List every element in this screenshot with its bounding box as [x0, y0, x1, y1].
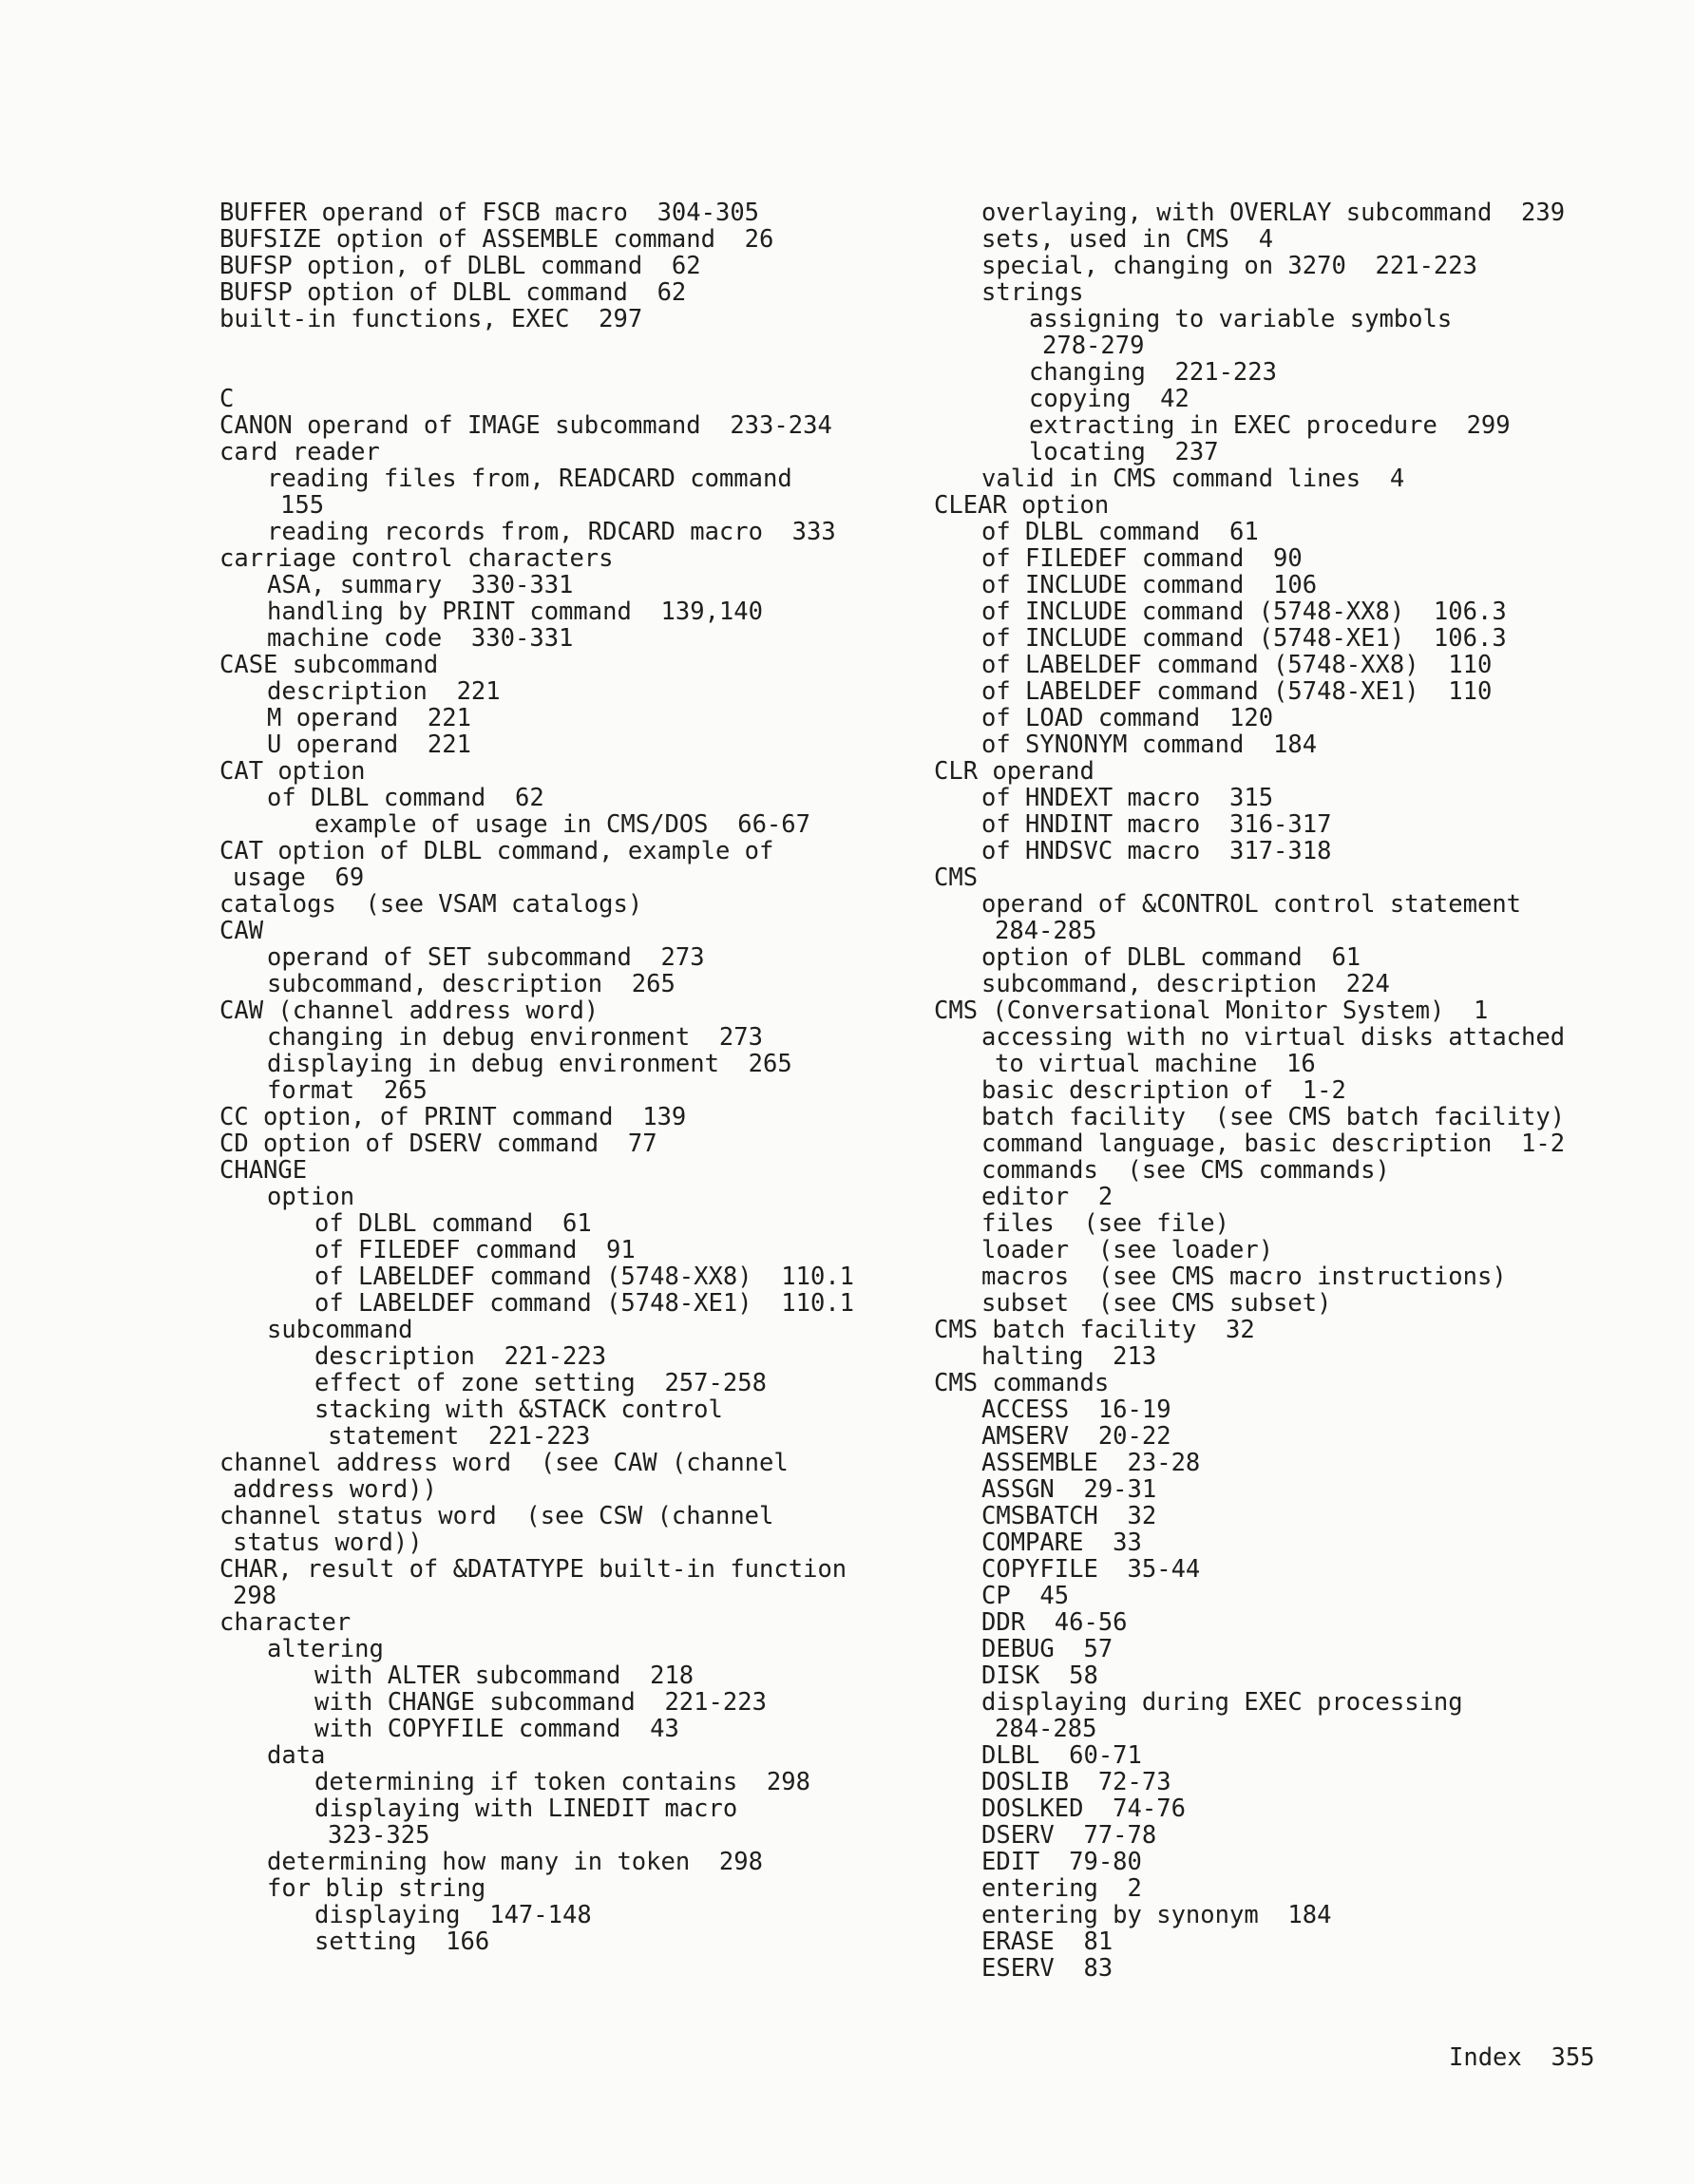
- index-entry: address word)): [233, 1475, 437, 1504]
- index-entry: CMS batch facility 32: [934, 1316, 1255, 1344]
- index-entry: batch facility (see CMS batch facility): [981, 1103, 1566, 1131]
- index-entry: changing in debug environment 273: [267, 1023, 763, 1052]
- index-entry: with COPYFILE command 43: [314, 1715, 679, 1743]
- index-entry: extracting in EXEC procedure 299: [1029, 411, 1511, 440]
- index-entry: entering 2: [981, 1874, 1142, 1903]
- index-entry: ERASE 81: [981, 1928, 1113, 1956]
- index-entry: status word)): [233, 1529, 423, 1557]
- index-entry: statement 221-223: [328, 1422, 591, 1451]
- index-entry: handling by PRINT command 139,140: [267, 598, 763, 626]
- index-entry: channel status word (see CSW (channel: [219, 1502, 774, 1530]
- index-entry: of DLBL command 61: [314, 1209, 592, 1238]
- index-entry: example of usage in CMS/DOS 66-67: [314, 810, 810, 839]
- index-entry: DLBL 60-71: [981, 1741, 1142, 1770]
- index-entry: locating 237: [1029, 438, 1219, 466]
- index-entry: sets, used in CMS 4: [981, 225, 1274, 254]
- index-entry: displaying during EXEC processing: [981, 1688, 1463, 1717]
- index-entry: reading files from, READCARD command: [267, 465, 792, 493]
- index-entry: macros (see CMS macro instructions): [981, 1263, 1507, 1291]
- index-entry: CAT option of DLBL command, example of: [219, 837, 774, 865]
- index-entry: CD option of DSERV command 77: [219, 1130, 657, 1158]
- index-entry: of LABELDEF command (5748-XX8) 110: [981, 651, 1493, 679]
- index-entry: altering: [267, 1635, 384, 1663]
- index-entry: displaying 147-148: [314, 1901, 592, 1929]
- index-entry: of HNDEXT macro 315: [981, 784, 1274, 812]
- index-entry: CMS (Conversational Monitor System) 1: [934, 997, 1489, 1025]
- index-entry: accessing with no virtual disks attached: [981, 1023, 1566, 1052]
- index-entry: M operand 221: [267, 704, 471, 732]
- index-entry: entering by synonym 184: [981, 1901, 1332, 1929]
- index-entry: assigning to variable symbols: [1029, 305, 1453, 333]
- index-entry: BUFFER operand of FSCB macro 304-305: [219, 199, 760, 227]
- index-entry: of INCLUDE command (5748-XE1) 106.3: [981, 624, 1507, 653]
- index-entry: character: [219, 1608, 352, 1637]
- index-entry: BUFSP option of DLBL command 62: [219, 278, 687, 307]
- index-entry: strings: [981, 278, 1084, 307]
- index-entry: overlaying, with OVERLAY subcommand 239: [981, 199, 1566, 227]
- index-entry: halting 213: [981, 1342, 1157, 1371]
- index-entry: DSERV 77-78: [981, 1821, 1157, 1850]
- index-entry: of LOAD command 120: [981, 704, 1274, 732]
- index-entry: of INCLUDE command (5748-XX8) 106.3: [981, 598, 1507, 626]
- index-entry: 323-325: [328, 1821, 430, 1850]
- index-entry: ASA, summary 330-331: [267, 571, 574, 599]
- index-entry: copying 42: [1029, 385, 1190, 413]
- index-entry: subcommand: [267, 1316, 413, 1344]
- index-entry: files (see file): [981, 1209, 1229, 1238]
- index-entry: 284-285: [995, 917, 1097, 945]
- index-entry: subset (see CMS subset): [981, 1289, 1332, 1318]
- index-entry: command language, basic description 1-2: [981, 1130, 1566, 1158]
- index-entry: editor 2: [981, 1183, 1113, 1211]
- index-entry: CLEAR option: [934, 491, 1110, 520]
- index-entry: for blip string: [267, 1874, 486, 1903]
- index-column-right: [934, 199, 1656, 1982]
- index-entry: valid in CMS command lines 4: [981, 465, 1405, 493]
- index-entry: card reader: [219, 438, 380, 466]
- index-entry: of HNDSVC macro 317-318: [981, 837, 1332, 865]
- index-entry: format 265: [267, 1076, 428, 1105]
- index-entry: operand of SET subcommand 273: [267, 943, 705, 972]
- index-entry: determining if token contains 298: [314, 1768, 810, 1796]
- index-entry: description 221-223: [314, 1342, 607, 1371]
- index-entry: of FILEDEF command 91: [314, 1236, 636, 1264]
- index-entry: DEBUG 57: [981, 1635, 1113, 1663]
- page-footer: Index 355: [1449, 2043, 1595, 2072]
- index-entry: BUFSIZE option of ASSEMBLE command 26: [219, 225, 774, 254]
- index-entry: CANON operand of IMAGE subcommand 233-234: [219, 411, 832, 440]
- index-entry: CLR operand: [934, 757, 1094, 786]
- index-entry: EDIT 79-80: [981, 1848, 1142, 1876]
- index-column-left: [219, 199, 942, 1955]
- index-entry: option: [267, 1183, 355, 1211]
- index-entry: data: [267, 1741, 326, 1770]
- index-entry: 284-285: [995, 1715, 1097, 1743]
- index-entry: loader (see loader): [981, 1236, 1274, 1264]
- index-entry: CP 45: [981, 1582, 1070, 1610]
- index-entry: determining how many in token 298: [267, 1848, 763, 1876]
- index-entry: 155: [280, 491, 325, 520]
- index-entry: subcommand, description 224: [981, 970, 1390, 998]
- index-entry: displaying with LINEDIT macro: [314, 1795, 738, 1823]
- index-spacer: [219, 359, 942, 386]
- index-entry: 298: [233, 1582, 277, 1610]
- index-entry: ASSEMBLE 23-28: [981, 1449, 1201, 1477]
- index-entry: DISK 58: [981, 1662, 1098, 1690]
- index-entry: ASSGN 29-31: [981, 1475, 1157, 1504]
- index-entry: of LABELDEF command (5748-XX8) 110.1: [314, 1263, 855, 1291]
- index-entry: CHANGE: [219, 1156, 308, 1185]
- index-entry: catalogs (see VSAM catalogs): [219, 890, 643, 919]
- index-entry: CAT option: [219, 757, 366, 786]
- index-entry: reading records from, RDCARD macro 333: [267, 518, 836, 546]
- index-entry: CC option, of PRINT command 139: [219, 1103, 687, 1131]
- index-entry: special, changing on 3270 221-223: [981, 252, 1477, 280]
- index-entry: of SYNONYM command 184: [981, 731, 1318, 759]
- index-entry: CMS: [934, 864, 979, 892]
- index-entry: description 221: [267, 677, 501, 706]
- index-entry: effect of zone setting 257-258: [314, 1369, 767, 1397]
- index-entry: usage 69: [233, 864, 365, 892]
- index-entry: ACCESS 16-19: [981, 1396, 1171, 1424]
- index-entry: of DLBL command 61: [981, 518, 1259, 546]
- index-entry: CASE subcommand: [219, 651, 439, 679]
- index-entry: option of DLBL command 61: [981, 943, 1361, 972]
- index-entry: of INCLUDE command 106: [981, 571, 1318, 599]
- index-entry: ESERV 83: [981, 1954, 1113, 1983]
- index-entry: CMSBATCH 32: [981, 1502, 1157, 1530]
- index-entry: DOSLKED 74-76: [981, 1795, 1186, 1823]
- index-entry: DOSLIB 72-73: [981, 1768, 1171, 1796]
- index-entry: CMS commands: [934, 1369, 1110, 1397]
- index-entry: stacking with &STACK control: [314, 1396, 723, 1424]
- index-entry: of FILEDEF command 90: [981, 544, 1303, 573]
- index-entry: commands (see CMS commands): [981, 1156, 1390, 1185]
- index-entry: with CHANGE subcommand 221-223: [314, 1688, 767, 1717]
- index-entry: to virtual machine 16: [995, 1050, 1316, 1078]
- index-entry: changing 221-223: [1029, 358, 1277, 387]
- index-entry: CAW: [219, 917, 264, 945]
- index-entry: CAW (channel address word): [219, 997, 600, 1025]
- index-entry: of LABELDEF command (5748-XE1) 110: [981, 677, 1493, 706]
- index-entry: with ALTER subcommand 218: [314, 1662, 695, 1690]
- index-entry: of DLBL command 62: [267, 784, 544, 812]
- index-entry: COMPARE 33: [981, 1529, 1142, 1557]
- index-entry: 278-279: [1042, 332, 1145, 360]
- index-entry: setting 166: [314, 1928, 490, 1956]
- index-entry: operand of &CONTROL control statement: [981, 890, 1522, 919]
- index-entry: U operand 221: [267, 731, 471, 759]
- index-entry: of HNDINT macro 316-317: [981, 810, 1332, 839]
- index-spacer: [219, 332, 942, 359]
- index-entry: basic description of 1-2: [981, 1076, 1346, 1105]
- index-entry: COPYFILE 35-44: [981, 1555, 1201, 1584]
- index-entry: built-in functions, EXEC 297: [219, 305, 643, 333]
- index-entry: machine code 330-331: [267, 624, 574, 653]
- index-entry: BUFSP option, of DLBL command 62: [219, 252, 701, 280]
- index-entry: displaying in debug environment 265: [267, 1050, 792, 1078]
- index-entry: carriage control characters: [219, 544, 614, 573]
- index-entry: subcommand, description 265: [267, 970, 676, 998]
- index-entry: CHAR, result of &DATATYPE built-in function: [219, 1555, 847, 1584]
- index-entry: AMSERV 20-22: [981, 1422, 1171, 1451]
- index-entry: of LABELDEF command (5748-XE1) 110.1: [314, 1289, 855, 1318]
- index-entry: DDR 46-56: [981, 1608, 1128, 1637]
- index-entry: C: [219, 385, 235, 413]
- index-entry: channel address word (see CAW (channel: [219, 1449, 789, 1477]
